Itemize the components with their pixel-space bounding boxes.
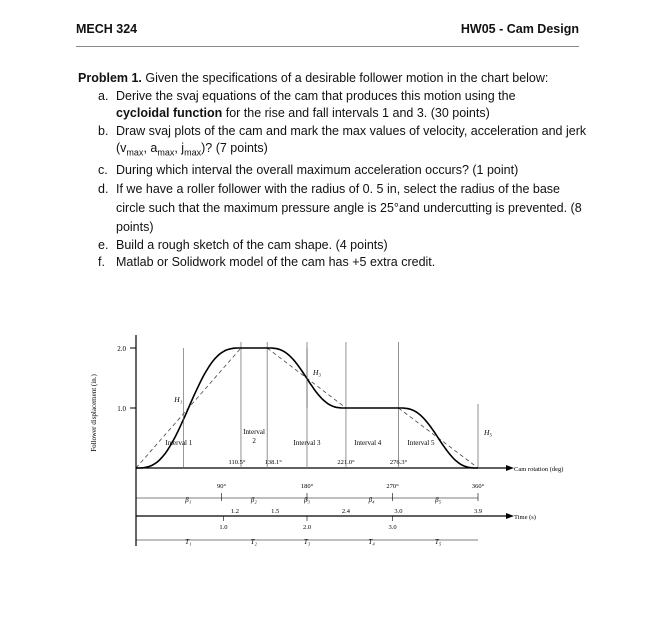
interval-label: Interval 5: [407, 439, 435, 447]
problem-intro-text: Given the specifications of a desirable follower motion in the chart below:: [141, 71, 549, 85]
interval-label: Interval 4: [354, 439, 382, 447]
period-label: T₂: [250, 538, 257, 546]
beta-degree-label: 360°: [471, 483, 485, 490]
problem-label: Problem 1.: [78, 71, 142, 85]
item-text: Matlab or Solidwork model of the cam has +5 extra credit.: [116, 255, 436, 269]
period-label: T₁: [185, 538, 192, 546]
beta-label: β₅: [435, 496, 442, 504]
item-text: for the rise and fall intervals 1 and 3. (30 points): [222, 106, 490, 120]
item-text: Build a rough sketch of the cam shape. (4 points): [116, 237, 388, 252]
time-value-label: 3.0: [388, 524, 397, 531]
item-text: If we have a roller follower with the radius of 0. 5 in, select the radius of the base circle such that the maximum pressure angle is 25°and undercutting is prevented. (8 points): [116, 181, 582, 234]
problem-statement: [78, 70, 590, 272]
time-boundary-label: 1.2: [230, 508, 240, 515]
time-boundary-label: 3.0: [394, 508, 403, 515]
course-code: MECH 324: [76, 22, 138, 36]
item-marker: b.: [98, 123, 109, 138]
assignment-title: HW05 - Cam Design: [460, 22, 579, 36]
boundary-degree-label: 138.1°: [264, 459, 282, 466]
time-boundary-label: 3.9: [473, 508, 483, 515]
beta-label: β₁: [185, 496, 192, 504]
boundary-degree-label: 276.3°: [389, 459, 408, 466]
problem-item-c: [78, 162, 590, 180]
item-subscript: max: [184, 147, 202, 158]
period-label: T₄: [368, 538, 375, 546]
item-text: )? (7 points): [201, 141, 268, 155]
time-axis-label: Time (s): [514, 514, 536, 521]
item-text: , j: [174, 141, 185, 155]
problem-items: [78, 88, 590, 272]
interval-label: Interval 1: [165, 439, 193, 447]
period-label: T₅: [434, 538, 442, 546]
height-label-h1: H₁: [174, 395, 183, 404]
follower-motion-chart: [86, 330, 606, 562]
time-axis-arrow: [506, 513, 514, 519]
problem-item-d: [78, 180, 590, 237]
interval-label: Interval: [243, 428, 265, 436]
item-subscript: max: [157, 147, 175, 158]
beta-degree-label: 90°: [216, 483, 227, 490]
item-bold-text: cycloidal function: [116, 106, 223, 120]
time-boundary-label: 1.5: [271, 508, 280, 515]
item-marker: e.: [98, 237, 109, 252]
item-text: During which interval the overall maximum acceleration occurs? (1 point): [116, 163, 519, 177]
problem-item-a: [78, 88, 590, 123]
y-tick-label: 1.0: [117, 405, 126, 413]
beta-label: β₂: [250, 496, 257, 504]
item-marker: a.: [98, 88, 109, 103]
item-subscript: max: [126, 147, 144, 158]
problem-item-e: [78, 237, 590, 255]
x-axis-arrow: [506, 465, 514, 471]
time-boundary-label: 2.4: [341, 508, 351, 515]
chart-svg: [86, 330, 606, 562]
item-text: , a: [143, 141, 158, 155]
page-header: [76, 22, 579, 44]
item-marker: f.: [98, 255, 105, 269]
header-divider: [76, 46, 579, 47]
period-label: T₃: [303, 538, 311, 546]
beta-label: β₃: [304, 496, 310, 504]
item-text: Draw svaj plots of the cam and mark the max values of velocity, acceleration and jerk (v: [116, 123, 587, 155]
item-marker: c.: [98, 163, 108, 177]
time-value-label: 2.0: [302, 524, 312, 531]
x-axis-label: Cam rotation (deg): [514, 466, 564, 473]
height-label-h5: H₅: [484, 428, 493, 437]
problem-intro: [78, 70, 590, 88]
item-text: Derive the svaj equations of the cam that produces this motion using the: [116, 88, 516, 103]
interval-label: Interval 3: [293, 439, 321, 447]
problem-item-f: [78, 254, 590, 272]
time-value-label: 1.0: [219, 524, 228, 531]
beta-degree-label: 270°: [386, 483, 399, 490]
y-axis-label: Follower displacement (in.): [90, 374, 98, 452]
boundary-degree-label: 110.5°: [228, 459, 246, 466]
interval-label: 2: [252, 437, 256, 445]
problem-item-b: [78, 123, 590, 163]
height-label-h3: H₃: [313, 368, 322, 377]
beta-degree-label: 180°: [300, 483, 314, 490]
boundary-degree-label: 221.0°: [337, 459, 355, 466]
beta-label: β₄: [368, 496, 375, 504]
item-marker: d.: [98, 181, 109, 196]
y-tick-label: 2.0: [117, 345, 126, 353]
